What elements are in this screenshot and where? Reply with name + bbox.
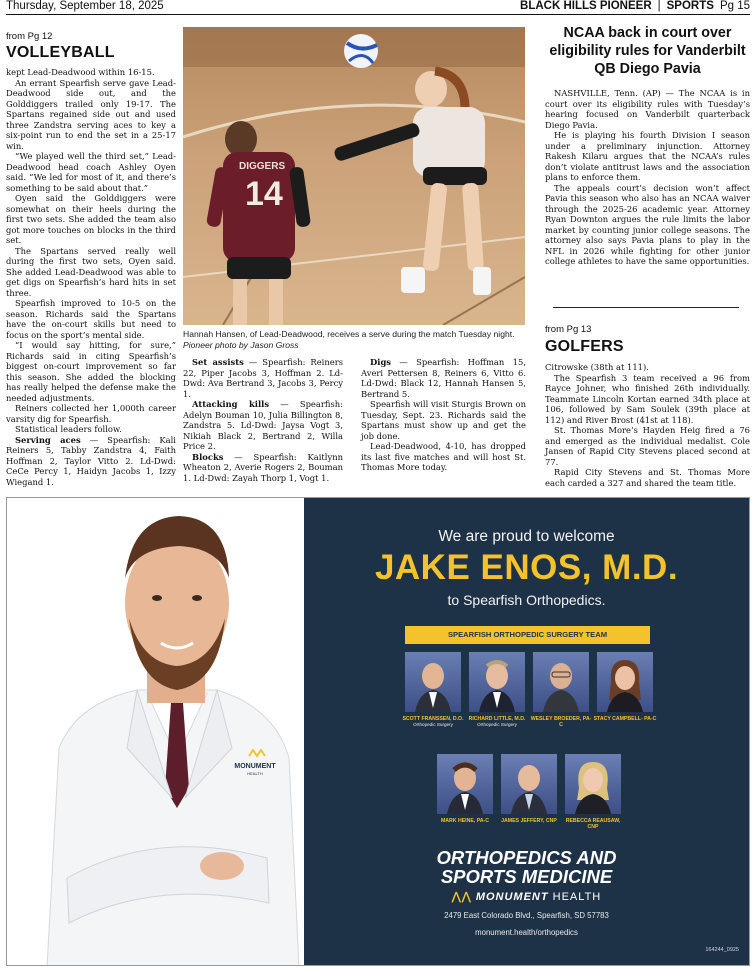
volleyball-article — [6, 31, 176, 487]
paragraph: Spearfish will visit Sturgis Brown on Tuesday, Sept. 23. Richards said the Spartans must show up and get the job done. — [361, 399, 526, 441]
staff-card — [497, 754, 561, 824]
stat-text: — Spearfish: Hoffman 15, Averi Pettersen 8, Reiners 6, Vitto 6. Ld-Dwd: Black 12, Hannah Hansen 5, Bertrand 5. — [361, 357, 526, 399]
team-banner: SPEARFISH ORTHOPEDIC SURGERY TEAM — [405, 626, 650, 644]
header-right — [520, 0, 750, 12]
paragraph: The appeals court’s decision won’t affect Pavia this season who also has an NCAA waiver through the 2025-26 academic year. Attorney Ryan Downton argues the rule limits the labor market by counting junior college seasons. The attorney also says Pavia plans to play in the NFL in 2026 while fighting for other junior college athletes to have the same opportunities. — [545, 182, 750, 266]
ncaa-body — [545, 88, 750, 267]
volleyball-stats-col1 — [183, 357, 343, 483]
paragraph: Citrowske (38th at 111). — [545, 362, 649, 372]
monument-mark-icon: ⋀⋀ — [451, 891, 472, 903]
paragraph: An errant Spearfish serve gave Lead-Deadwood side out, and the Golddiggers trailed only 19-17. The Spartans regained side out and used three Zandstra serving aces to key a six-point run to end the set in a 25-17 win. — [6, 77, 176, 151]
staff-photo — [437, 754, 493, 814]
brand-lockup — [304, 890, 749, 903]
staff-card — [433, 754, 497, 824]
staff-name: MARK HEINE, PA-C — [440, 818, 490, 824]
staff-card — [465, 652, 529, 728]
ad-address: 2479 East Colorado Blvd., Spearfish, SD 57783 — [444, 911, 609, 920]
staff-specialty: Orthopedic Surgery — [477, 722, 517, 728]
paragraph: “I would say hitting, for sure,” Richards said in citing Spearfish’s biggest on-court improvement so far this season. She added the blocking has really helped the defense make the needed adjustments. — [6, 340, 176, 403]
column-divider — [553, 307, 739, 308]
staff-name: SCOTT FRANSSEN, D.O. — [402, 716, 464, 722]
stat-label: Digs — [370, 357, 392, 367]
tagline-line-2: SPORTS MEDICINE — [440, 866, 613, 887]
volleyball-headline: VOLLEYBALL — [6, 44, 115, 61]
paragraph: kept Lead-Deadwood within 16-15. — [6, 67, 155, 77]
ad-welcome: We are proud to welcome — [438, 528, 615, 545]
stat-attacking-kills — [183, 399, 343, 452]
doctor-illustration — [7, 498, 304, 966]
photo-credit: Pioneer photo by Jason Gross — [183, 340, 299, 350]
paragraph: Statistical leaders follow. — [15, 424, 122, 434]
coat-logo: MONUMENT — [234, 763, 276, 770]
staff-photo — [533, 652, 589, 712]
paragraph: St. Thomas More’s Hayden Heig fired a 76 and emerged as the individual medalist. Cole Jansen of Rapid City Stevens placed second at 77. — [545, 425, 750, 467]
golfers-jump-kicker: from Pg 13 — [545, 324, 592, 335]
golfers-headline: GOLFERS — [545, 338, 624, 355]
staff-specialty: Orthopedic Surgery — [413, 722, 453, 728]
golfers-body — [545, 362, 750, 488]
ncaa-headline: NCAA back in court over eligibility rules for Vanderbilt QB Diego Pavia — [549, 25, 746, 77]
paragraph: Reiners collected her 1,000th career varsity dig for Spearfish. — [6, 403, 176, 424]
coat-logo-sub: HEALTH — [247, 771, 263, 776]
stat-blocks — [183, 452, 343, 484]
photo-caption — [183, 329, 528, 351]
staff-card — [401, 652, 465, 728]
tagline-line-1: ORTHOPEDICS AND — [436, 847, 617, 868]
staff-name: STACY CAMPBELL- PA-C — [593, 716, 657, 722]
brand-sub: HEALTH — [548, 891, 602, 903]
page-header — [6, 0, 750, 14]
ad-panel — [304, 498, 749, 965]
staff-card — [561, 754, 625, 830]
volleyball-ball — [344, 34, 378, 68]
doctor-portrait — [7, 498, 304, 965]
stat-text: — Spearfish: Reiners 22, Piper Jacobs 3, Hoffman 2. Ld-Dwd: Ava Bertrand 3, Jacobs 3, Percy 1. — [183, 357, 344, 399]
volleyball-stats-col2 — [361, 357, 526, 473]
paragraph: Rapid City Stevens and St. Thomas More each carded a 327 and shared the team title. — [545, 467, 750, 488]
brand-name: MONUMENT — [475, 891, 549, 903]
stat-label: Blocks — [192, 451, 224, 462]
paragraph: Lead-Deadwood, 4-10, has dropped its last five matches and will host St. Thomas More today. — [361, 441, 526, 472]
issue-date: Thursday, September 18, 2025 — [6, 0, 164, 12]
paper-name: BLACK HILLS PIONEER — [520, 0, 652, 12]
stat-label: Attacking kills — [192, 399, 270, 409]
stat-label: Set assists — [192, 357, 244, 367]
staff-card — [593, 652, 657, 722]
paragraph: The Spearfish 3 team received a 96 from Rayce Johner, who finished 26th individually. Teammate Lincoln Kortan earned 34th place at 106, followed by Sam Soulek (39th place at 112) and River Brost (41st at 118). — [545, 372, 750, 425]
section-name: SPORTS — [666, 0, 714, 12]
header-rule — [6, 14, 750, 15]
staff-name: WESLEY BROEDER, PA-C — [530, 716, 592, 729]
volleyball-photo — [183, 27, 525, 325]
doctor-name: JAKE ENOS, M.D. — [374, 548, 679, 587]
monument-health-ad[interactable] — [6, 497, 750, 966]
page-number: Pg 15 — [719, 0, 750, 12]
stat-text: — Spearfish: Adelyn Bouman 10, Julia Billington 8, Zandstra 5. Ld-Dwd: Jaysa Vogt 3, Nikiah Black 2, Bertrand 2, Willa Price 2. — [183, 399, 343, 451]
staff-photo — [405, 652, 461, 712]
photo-illustration — [183, 27, 525, 325]
paragraph: He is playing his fourth Division I season under a preliminary injunction. Attorney Rakesh Kilaru argues that the NCAA’s rules don’t violate antitrust laws and the association plans to enforce them. — [545, 130, 750, 182]
staff-name: JAMES JEFFERY, CNP — [501, 818, 557, 824]
staff-name: REBECCA REAUSAW, CNP — [565, 818, 621, 831]
staff-photo — [565, 754, 621, 814]
jersey-team: DIGGERS — [239, 161, 286, 172]
staff-card — [529, 652, 593, 728]
golfers-article — [545, 324, 750, 488]
ncaa-article — [545, 24, 750, 267]
stat-text: — Spearfish: Kaitlynn Wheaton 2, Averie Rogers 2, Bouman 1. Ld-Dwd: Zayah Thorp 1, Vogt 1. — [183, 451, 343, 483]
paragraph: Oyen said the Golddiggers were somewhat on their heels during the first two sets. She added the team also got more touches on blocks in the third set. — [6, 193, 176, 245]
caption-text: Hannah Hansen, of Lead-Deadwood, receives a serve during the match Tuesday night. — [183, 329, 515, 339]
stat-text: — Spearfish: Kali Reiners 5, Tabby Zandstra 4, Faith Hoffman 2, Taylor Vitto 2. Ld-Dwd: CeCe Percy 1, Haidyn Jacobs 1, Izzy Wiegand 1. — [6, 434, 176, 487]
stat-label: Serving aces — [15, 434, 81, 445]
volleyball-body — [6, 67, 176, 487]
stat-serving-aces — [6, 435, 176, 488]
staff-photo — [469, 652, 525, 712]
paragraph: NASHVILLE, Tenn. (AP) — The NCAA is in court over its eligibility rules with Tuesday’s hearing focused on Vanderbilt quarterback Diego Pavia. — [545, 88, 750, 130]
ad-code: 164244_0925 — [705, 947, 739, 953]
header-separator: | — [657, 0, 661, 12]
ad-subline: to Spearfish Orthopedics. — [447, 592, 606, 608]
paragraph: Spearfish improved to 10-5 on the season. Richards said the Spartans have the on-court skills but need to focus on the sport’s mental side. — [6, 298, 176, 340]
ad-url-link[interactable]: monument.health/orthopedics — [475, 928, 578, 937]
stat-digs — [361, 357, 526, 399]
ad-tagline — [304, 848, 749, 886]
staff-photo — [501, 754, 557, 814]
staff-name: RICHARD LITTLE, M.D. — [468, 716, 526, 722]
paragraph: The Spartans served really well during the first two sets, Oyen said. She added Lead-Deadwood was able to get digs on Spearfish’s hard hits in set three. — [6, 245, 176, 298]
volleyball-jump-kicker: from Pg 12 — [6, 31, 53, 42]
jersey-number: 14 — [245, 175, 283, 213]
staff-photo — [597, 652, 653, 712]
stat-set-assists — [183, 357, 343, 399]
paragraph: “We played well the third set,” Lead-Deadwood head coach Ashley Oyen said. “We led for most of it, and there’s something to be said about that.” — [6, 151, 176, 193]
